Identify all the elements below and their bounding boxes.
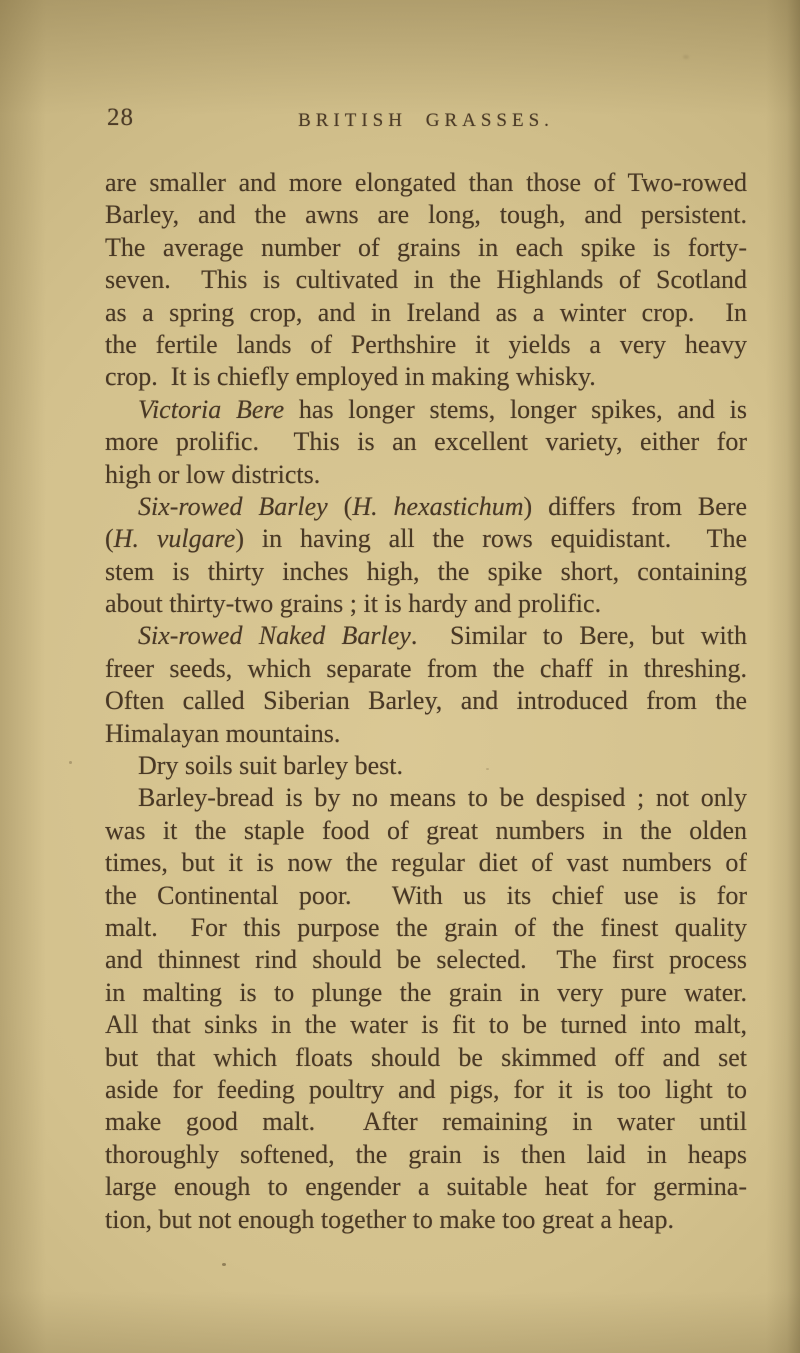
body-text: more prolific. This is an excellent variety, either for	[105, 427, 747, 457]
text-line	[105, 167, 747, 199]
text-line	[105, 1204, 747, 1236]
paper-speck	[683, 55, 689, 59]
body-text: large enough to engender a suitable heat for germina-	[105, 1172, 747, 1202]
body-text: freer seeds, which separate from the chaff in threshing.	[105, 653, 747, 683]
text-line	[105, 556, 747, 588]
text-line	[105, 944, 747, 976]
body-text: The average number of grains in each spike is forty-	[105, 232, 747, 262]
italic-text: Six-rowed Barley	[138, 491, 328, 521]
paper-speck	[69, 761, 72, 764]
text-line	[105, 1074, 747, 1106]
body-text: ) in having all the rows equidistant. The	[235, 524, 747, 554]
text-line	[105, 912, 747, 944]
text-line	[105, 782, 747, 814]
body-text: the fertile lands of Perthshire it yields a very heavy	[105, 329, 747, 359]
body-text: seven. This is cultivated in the Highlands of Scotland	[105, 265, 747, 295]
text-line	[105, 750, 747, 782]
body-text: malt. For this purpose the grain of the finest quality	[105, 912, 747, 942]
italic-text: H. vulgare	[113, 524, 236, 554]
italic-text: Victoria Bere	[138, 394, 285, 424]
text-line	[105, 394, 747, 426]
text-line	[105, 1139, 747, 1171]
body-text: crop. It is chiefly employed in making whisky.	[105, 362, 596, 392]
body-text: Dry soils suit barley best.	[138, 751, 404, 781]
page-number: 28	[107, 104, 134, 131]
text-line	[105, 329, 747, 361]
paper-speck	[486, 768, 489, 770]
text-line	[105, 718, 747, 750]
body-text: times, but it is now the regular diet of vast numbers of	[105, 848, 747, 878]
page-text	[105, 167, 747, 1236]
text-line	[105, 459, 747, 491]
text-line	[105, 426, 747, 458]
body-text: thoroughly softened, the grain is then laid in heaps	[105, 1139, 747, 1169]
text-line	[105, 264, 747, 296]
text-line	[105, 620, 747, 652]
body-text: Barley, and the awns are long, tough, and persistent.	[105, 200, 747, 230]
italic-text: Six-rowed Naked Barley	[138, 621, 411, 651]
body-text: (	[327, 491, 353, 521]
body-text: (	[105, 524, 114, 554]
text-line	[105, 199, 747, 231]
body-text: Often called Siberian Barley, and introduced from the	[105, 686, 747, 716]
body-text: as a spring crop, and in Ireland as a winter crop. In	[105, 297, 747, 327]
body-text: tion, but not enough together to make too great a heap.	[105, 1204, 674, 1234]
body-text: make good malt. After remaining in water until	[105, 1107, 747, 1137]
text-line	[105, 491, 747, 523]
text-line	[105, 232, 747, 264]
text-line	[105, 1106, 747, 1138]
body-text: ) differs from Bere	[523, 491, 747, 521]
body-text: high or low districts.	[105, 459, 321, 489]
body-text: . Similar to Bere, but with	[410, 621, 747, 651]
text-line	[105, 523, 747, 555]
body-text: Barley-bread is by no means to be despised ; not only	[138, 783, 747, 813]
body-text: was it the staple food of great numbers in the olden	[105, 815, 747, 845]
page-header	[105, 104, 747, 138]
text-line	[105, 361, 747, 393]
text-line	[105, 1042, 747, 1074]
text-line	[105, 880, 747, 912]
body-text: aside for feeding poultry and pigs, for it is too light to	[105, 1074, 747, 1104]
text-line	[105, 815, 747, 847]
paper-speck	[222, 1263, 226, 1266]
italic-text: H. hexastichum	[352, 491, 524, 521]
body-text: Himalayan mountains.	[105, 718, 341, 748]
body-text: All that sinks in the water is fit to be turned into malt,	[105, 1010, 747, 1040]
body-text: stem is thirty inches high, the spike short, containing	[105, 556, 747, 586]
text-line	[105, 653, 747, 685]
text-line	[105, 685, 747, 717]
body-text: and thinnest rind should be selected. The first process	[105, 945, 747, 975]
body-text: the Continental poor. With us its chief use is for	[105, 880, 747, 910]
text-line	[105, 977, 747, 1009]
body-text: about thirty-two grains ; it is hardy and prolific.	[105, 589, 602, 619]
text-line	[105, 847, 747, 879]
body-text: are smaller and more elongated than those of Two-rowed	[105, 168, 747, 197]
body-text: in malting is to plunge the grain in very pure water.	[105, 977, 747, 1007]
text-line	[105, 1171, 747, 1203]
body-text: but that which floats should be skimmed off and set	[105, 1042, 747, 1072]
text-line	[105, 1009, 747, 1041]
running-title: BRITISH GRASSES.	[298, 110, 554, 131]
text-line	[105, 588, 747, 620]
text-line	[105, 297, 747, 329]
body-text: has longer stems, longer spikes, and is	[284, 394, 747, 424]
